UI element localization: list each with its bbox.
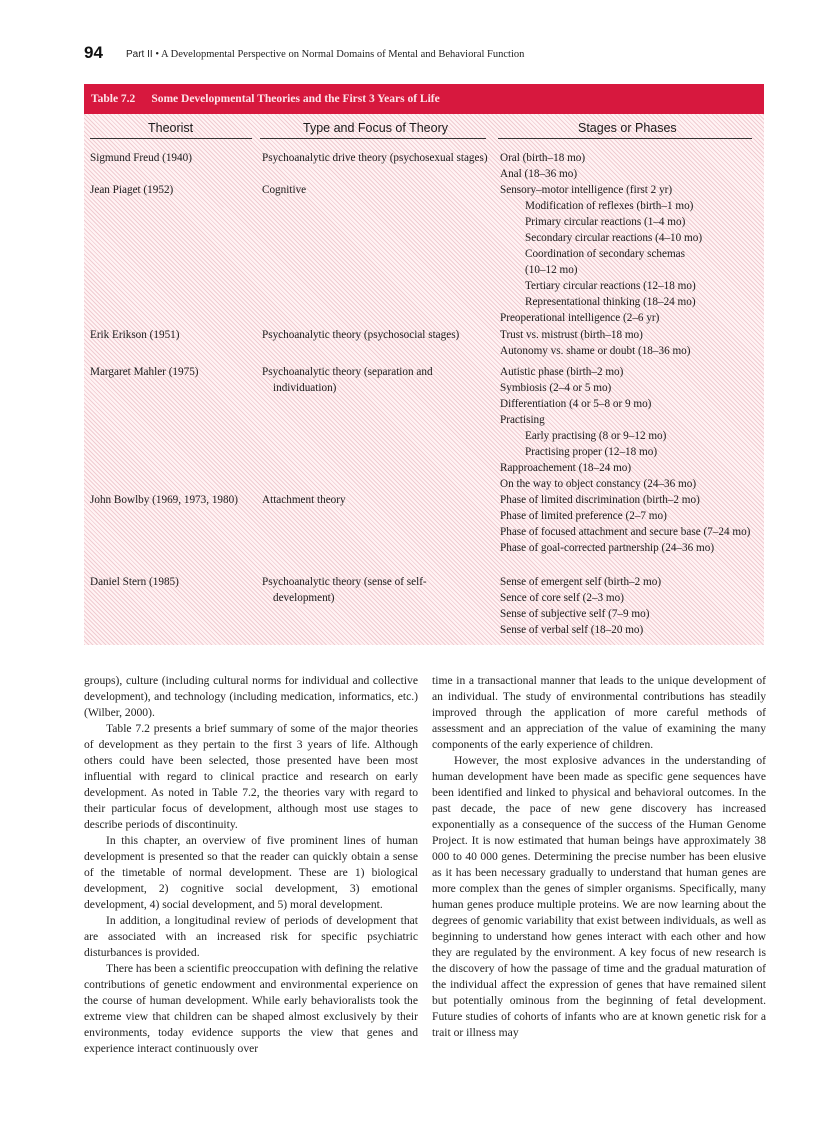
stage-item: On the way to object constancy (24–36 mo) xyxy=(500,478,697,490)
stage-item: Rapproachement (18–24 mo) xyxy=(500,462,632,474)
table-7-2 xyxy=(84,84,764,645)
stage-subitem: Secondary circular reactions (4–10 mo) xyxy=(525,232,703,244)
table-row-mahler-stages xyxy=(500,364,696,492)
table-row-piaget-theory: Cognitive xyxy=(262,184,307,196)
stage-subitem: Coordination of secondary schemas xyxy=(525,248,686,260)
column-rule xyxy=(260,138,486,139)
stage-subitem: (10–12 mo) xyxy=(525,264,578,276)
table-label: Table 7.2 xyxy=(91,93,136,105)
table-row-stern-theorist: Daniel Stern (1985) xyxy=(90,576,179,588)
column-rule xyxy=(90,138,252,139)
table-title-bar xyxy=(84,84,764,114)
stage-subitem: Tertiary circular reactions (12–18 mo) xyxy=(525,280,696,292)
body-column-left xyxy=(84,673,418,1057)
column-header-theorist: Theorist xyxy=(148,121,194,135)
table-row-bowlby-stages xyxy=(500,492,751,556)
stage-subitem: Primary circular reactions (1–4 mo) xyxy=(525,216,686,228)
stage-item: Sense of emergent self (birth–2 mo) xyxy=(500,576,662,588)
stage-item: Anal (18–36 mo) xyxy=(500,168,578,180)
table-row-piaget-theorist: Jean Piaget (1952) xyxy=(90,184,174,196)
running-header xyxy=(84,43,764,66)
table-row-erikson-theorist: Erik Erikson (1951) xyxy=(90,329,180,341)
stage-item: Sence of core self (2–3 mo) xyxy=(500,592,624,604)
stage-item: Oral (birth–18 mo) xyxy=(500,152,586,164)
stage-item: Phase of limited preference (2–7 mo) xyxy=(500,510,667,522)
column-rule xyxy=(498,138,752,139)
stage-subitem: Early practising (8 or 9–12 mo) xyxy=(525,430,667,442)
stage-subitem: Modification of reflexes (birth–1 mo) xyxy=(525,200,694,212)
stage-item: Practising xyxy=(500,414,545,426)
paragraph: There has been a scientific preoccupation with defining the relative contributions of genetic endowment and environmental experience on the course of human development. While early behavioralists took the extreme view that children can be shaped almost exclusively by their environments, today evidence supports the view that genes and experience interact continuously over xyxy=(84,962,418,1055)
stage-subitem: Practising proper (12–18 mo) xyxy=(525,446,658,458)
table-caption: Some Developmental Theories and the First 3 Years of Life xyxy=(151,93,440,105)
table-row-freud-theory xyxy=(262,150,494,166)
part-label: Part II xyxy=(126,49,153,60)
chapter-title: A Developmental Perspective on Normal Domains of Mental and Behavioral Function xyxy=(161,49,525,60)
stage-item: Symbiosis (2–4 or 5 mo) xyxy=(500,382,612,394)
stage-item: Autistic phase (birth–2 mo) xyxy=(500,366,624,378)
theory-text: Psychoanalytic theory (separation and individuation) xyxy=(262,366,433,394)
bullet: • xyxy=(155,49,159,60)
stage-item: Sense of verbal self (18–20 mo) xyxy=(500,624,644,636)
table-row-piaget-stages xyxy=(500,182,702,326)
table-row-stern-stages xyxy=(500,574,661,638)
paragraph: In addition, a longitudinal review of periods of development that are associated with an increased risk for specific psychiatric disturbances is provided. xyxy=(84,914,418,959)
table-row-stern-theory xyxy=(262,574,462,606)
stage-subitem: Representational thinking (18–24 mo) xyxy=(525,296,696,308)
paragraph: time in a transactional manner that leads to the unique development of an individual. The study of environmental contributions has steadily improved through the application of more careful methods of assessment and an appreciation of the value of examining the many components of the early experience of children. xyxy=(432,674,766,751)
table-row-mahler-theory xyxy=(262,364,472,396)
body-column-right xyxy=(432,673,766,1041)
stage-item: Phase of goal-corrected partnership (24–36 mo) xyxy=(500,542,715,554)
paragraph: However, the most explosive advances in the understanding of human development have been made as specific gene sequences have been identified and linked to physical and behavioral outcomes. In the past decade, the pace of new gene discovery has increased exponentially as a consequence of the success of the Human Genome Project. It is now estimated that human beings have approximately 38 000 to 40 000 genes. Determining the precise number has been elusive as it has been necessary gradually to understand that human genes are more complex than the genes of simpler organisms. Specifically, many human genes produce multiple proteins. We are now learning about the degrees of genomic variability that exist between individuals, as well as beginning to understand how genes interact with each other and how they are regulated by the environment. A key focus of new research is the discovery of how the passage of time and the gradual maturation of the individual affect the expression of genes that have remained silent but potentially ominous from the beginning of fetal development. Future studies of cohorts of infants who are at known genetic risk for a trait or illness may xyxy=(432,754,766,1039)
stage-item: Preoperational intelligence (2–6 yr) xyxy=(500,312,660,324)
table-row-bowlby-theorist: John Bowlby (1969, 1973, 1980) xyxy=(90,494,238,506)
table-row-erikson-stages xyxy=(500,327,690,359)
table-row-freud-theorist: Sigmund Freud (1940) xyxy=(90,152,192,164)
column-header-theory: Type and Focus of Theory xyxy=(303,121,448,135)
paragraph: Table 7.2 presents a brief summary of some of the major theories of development as they pertain to the first 3 years of life. Although others could have been selected, those presented have been most influential with regard to clinical practice and research on early development. As noted in Table 7.2, the theories vary with regard to their particular focus of development, although most use stages to describe periods of discontinuity. xyxy=(84,722,418,831)
table-title xyxy=(91,93,440,105)
page-number: 94 xyxy=(84,43,103,62)
stage-item: Phase of limited discrimination (birth–2 mo) xyxy=(500,494,700,506)
stage-item: Differentiation (4 or 5–8 or 9 mo) xyxy=(500,398,652,410)
column-header-stages: Stages or Phases xyxy=(578,121,677,135)
paragraph: In this chapter, an overview of five prominent lines of human development is presented so that the reader can quickly obtain a sense of the timetable of normal development. These are 1) biological development, 2) cognitive social development, 3) emotional development, 4) social development, and 5) moral development. xyxy=(84,834,418,911)
table-row-mahler-theorist: Margaret Mahler (1975) xyxy=(90,366,199,378)
stage-item: Phase of focused attachment and secure base (7–24 mo) xyxy=(500,526,751,538)
stage-item: Trust vs. mistrust (birth–18 mo) xyxy=(500,329,643,341)
table-row-bowlby-theory: Attachment theory xyxy=(262,494,346,506)
running-head-title xyxy=(126,49,524,60)
theory-text: Psychoanalytic theory (sense of self-development) xyxy=(262,576,427,604)
stage-item: Sensory–motor intelligence (first 2 yr) xyxy=(500,184,673,196)
stage-item: Sense of subjective self (7–9 mo) xyxy=(500,608,650,620)
paragraph: groups), culture (including cultural norms for individual and collective development), and technology (including medication, informatics, etc.) (Wilber, 2000). xyxy=(84,674,418,719)
theory-text: Psychoanalytic drive theory (psychosexual stages) xyxy=(262,152,488,164)
stage-item: Autonomy vs. shame or doubt (18–36 mo) xyxy=(500,345,691,357)
table-row-erikson-theory: Psychoanalytic theory (psychosocial stages) xyxy=(262,329,460,341)
table-row-freud-stages xyxy=(500,150,585,182)
